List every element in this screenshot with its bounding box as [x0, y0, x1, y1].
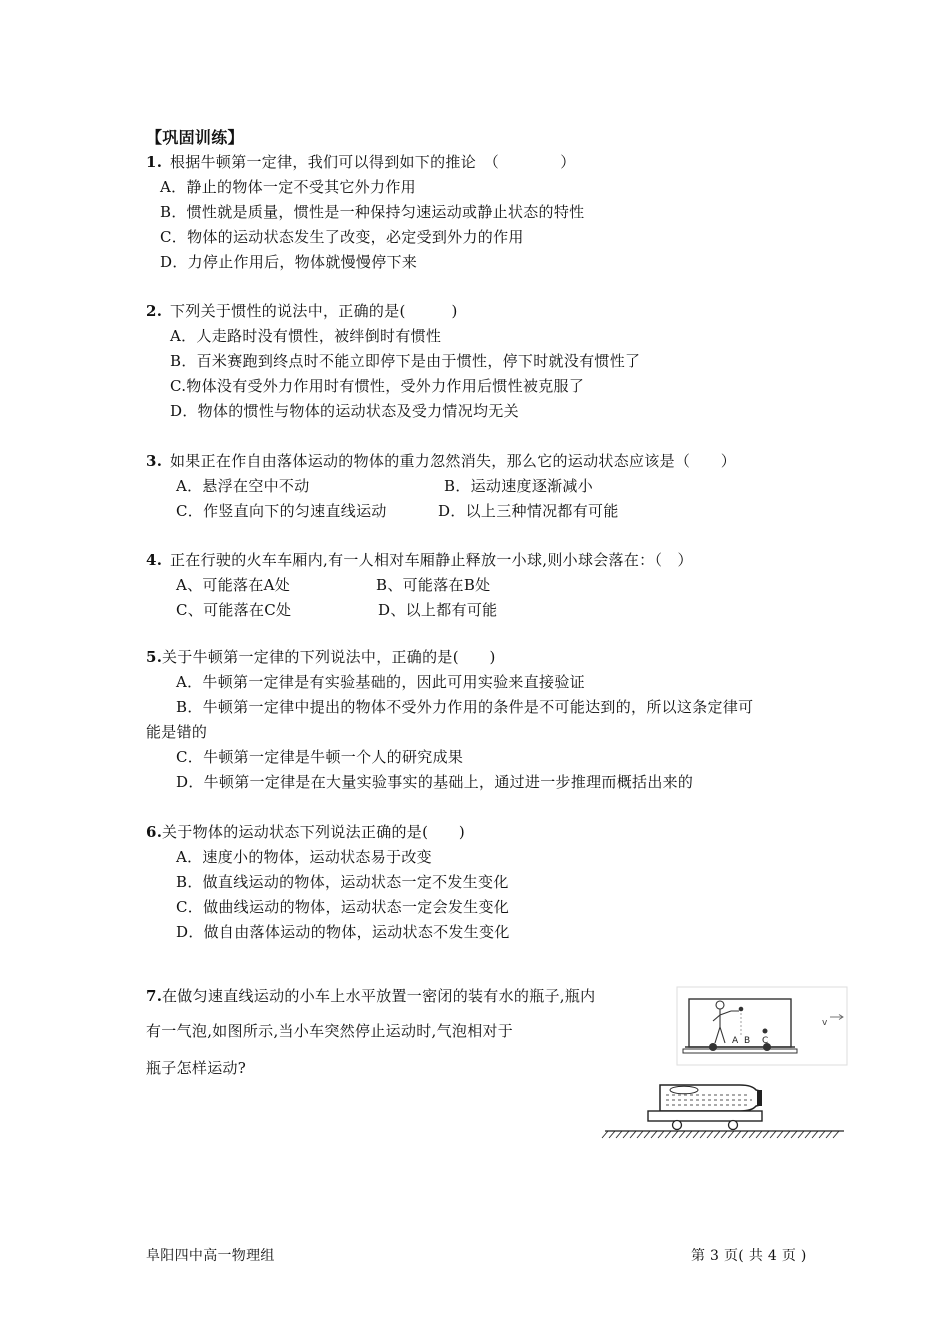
cart-platform	[648, 1111, 762, 1121]
question-5-number: 5.	[146, 648, 163, 666]
question-3-number: 3.	[146, 452, 163, 470]
question-4-option-b: B、可能落在B处	[376, 576, 491, 594]
bottle-cap	[757, 1090, 762, 1106]
question-2-stem: 下列关于惯性的说法中，正确的是( )	[170, 302, 458, 320]
cart-wheel-left	[673, 1121, 682, 1130]
label-a: A	[732, 1036, 739, 1046]
question-2-option-b: B．百米赛跑到终点时不能立即停下是由于惯性，停下时就没有惯性了	[170, 352, 641, 370]
question-5-option-b: B．牛顿第一定律中提出的物体不受外力作用的条件是不可能达到的，所以这条定律可	[176, 698, 754, 716]
section-title: 【巩固训练】	[146, 128, 244, 147]
ground-hatching	[602, 1131, 839, 1138]
question-5-option-c: C．牛顿第一定律是牛顿一个人的研究成果	[176, 748, 464, 766]
question-1-number: 1.	[146, 153, 163, 171]
question-2-option-a: A．人走路时没有惯性，被绊倒时有惯性	[170, 327, 442, 345]
carriage-wheel-left	[709, 1043, 717, 1051]
question-4-stem: 正在行驶的火车车厢内,有一人相对车厢静止释放一小球,则小球会落在：（ ）	[170, 551, 693, 569]
question-7-line-3: 瓶子怎样运动?	[146, 1059, 247, 1077]
question-4-number: 4.	[146, 551, 163, 569]
question-2-option-c: C.物体没有受外力作用时有惯性，受外力作用后惯性被克服了	[170, 377, 585, 395]
water-lines	[666, 1095, 752, 1105]
label-c: C	[762, 1036, 769, 1046]
footer-left: 阜阳四中高一物理组	[146, 1248, 275, 1264]
question-5-option-d: D．牛顿第一定律是在大量实验事实的基础上，通过进一步推理而概括出来的	[176, 773, 694, 791]
point-c-marker	[763, 1029, 768, 1034]
train-carriage-figure	[675, 985, 850, 1067]
question-6-option-d: D．做自由落体运动的物体，运动状态不发生变化	[176, 923, 510, 941]
carriage-base	[683, 1049, 797, 1053]
question-4-option-d: D、以上都有可能	[378, 601, 498, 619]
question-3-option-b: B．运动速度逐渐减小	[444, 477, 594, 495]
question-1-stem: 根据牛顿第一定律，我们可以得到如下的推论 （ ）	[170, 153, 576, 171]
stick-person	[713, 1001, 731, 1043]
question-6-number: 6.	[146, 823, 163, 841]
question-7-line-1: 在做匀速直线运动的小车上水平放置一密闭的装有水的瓶子,瓶内	[162, 987, 596, 1005]
air-bubble	[670, 1086, 698, 1094]
question-2-option-d: D．物体的惯性与物体的运动状态及受力情况均无关	[170, 402, 519, 420]
question-7-line-2: 有一气泡,如图所示,当小车突然停止运动时,气泡相对于	[146, 1022, 514, 1040]
question-4-option-a: A、可能落在A处	[176, 576, 291, 594]
question-1-option-a: A．静止的物体一定不受其它外力作用	[160, 178, 416, 196]
velocity-label: v	[822, 1018, 828, 1028]
question-6-option-b: B．做直线运动的物体，运动状态一定不发生变化	[176, 873, 509, 891]
bottle-cart-figure	[600, 1075, 850, 1145]
question-3-option-c: C．作竖直向下的匀速直线运动	[176, 502, 387, 520]
question-5-stem: 关于牛顿第一定律的下列说法中，正确的是( )	[162, 648, 496, 666]
ball	[739, 1007, 744, 1012]
question-1-option-d: D．力停止作用后，物体就慢慢停下来	[160, 253, 418, 271]
question-4-option-c: C、可能落在C处	[176, 601, 292, 619]
cart-wheel-right	[729, 1121, 738, 1130]
label-b: B	[744, 1036, 751, 1046]
footer-page-number: 第 3 页( 共 4 页 )	[691, 1248, 807, 1264]
question-6-option-c: C．做曲线运动的物体，运动状态一定会发生变化	[176, 898, 510, 916]
question-2-number: 2.	[146, 302, 163, 320]
question-3-option-a: A．悬浮在空中不动	[176, 477, 310, 495]
question-6-option-a: A．速度小的物体，运动状态易于改变	[176, 848, 432, 866]
question-6-stem: 关于物体的运动状态下列说法正确的是( )	[162, 823, 466, 841]
question-3-option-d: D．以上三种情况都有可能	[438, 502, 619, 520]
question-5-option-a: A．牛顿第一定律是有实验基础的，因此可用实验来直接验证	[176, 673, 585, 691]
carriage-body	[689, 999, 791, 1047]
question-5-option-b-continued: 能是错的	[146, 723, 208, 741]
question-7-number: 7.	[146, 987, 163, 1005]
question-1-option-c: C．物体的运动状态发生了改变，必定受到外力的作用	[160, 228, 524, 246]
question-3-stem: 如果正在作自由落体运动的物体的重力忽然消失，那么它的运动状态应该是（ ）	[170, 452, 737, 470]
question-1-option-b: B．惯性就是质量，惯性是一种保持匀速运动或静止状态的特性	[160, 203, 585, 221]
velocity-arrow	[830, 1015, 843, 1020]
